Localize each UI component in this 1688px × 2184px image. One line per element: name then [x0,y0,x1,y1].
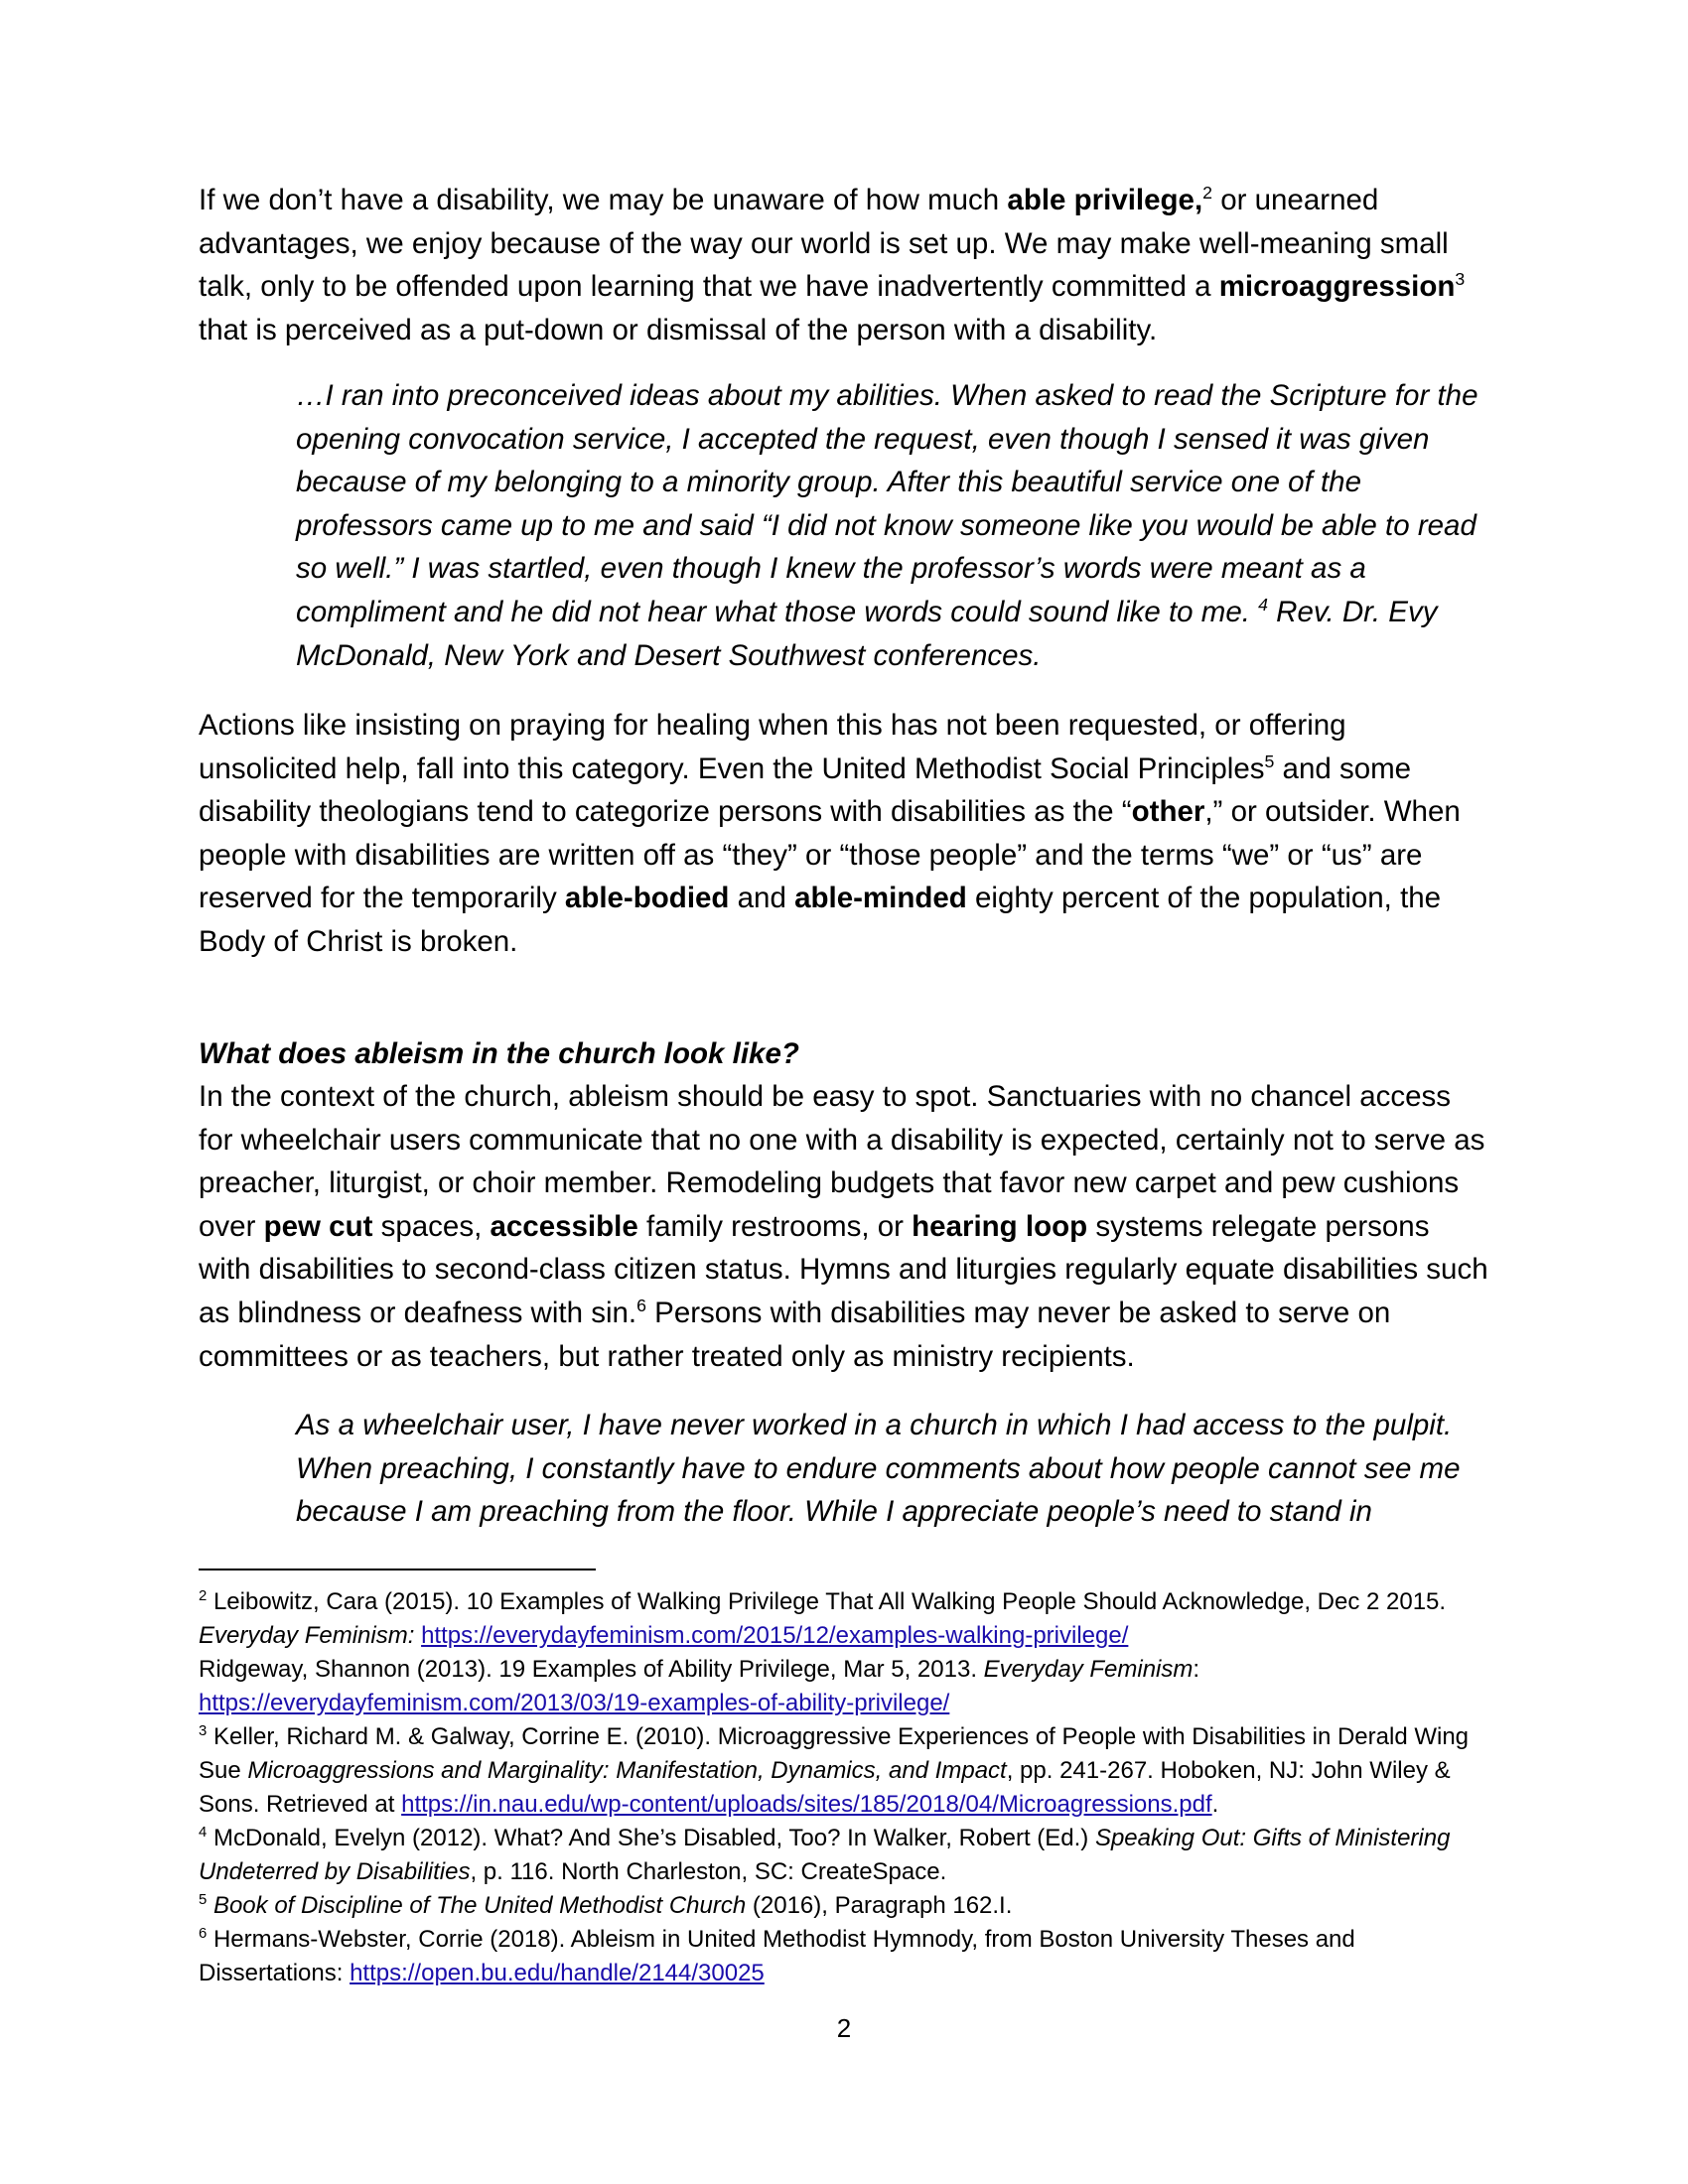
text-run: , pp. 241-267. Hoboken, NJ: John Wiley & Sons. Retrieved at [199,1757,1451,1818]
term-able-minded: able-minded [794,882,967,915]
text-run: (2016), Paragraph 162.I. [746,1892,1013,1919]
term-hearing-loop: hearing loop [912,1209,1088,1243]
text-run: Ridgeway, Shannon (2013). 19 Examples of Ability Privilege, Mar 5, 2013. [199,1656,984,1683]
text-run: systems relegate persons with disabilities to second-class citizen status. Hymns and liturgies regularly equate disabilities such as blindness or deafness with sin. [199,1209,1488,1329]
text-run: . [1211,1791,1219,1818]
link-bu-thesis[interactable]: https://open.bu.edu/handle/2144/30025 [350,1960,765,1986]
text-run: …I ran into preconceived ideas about my abilities. When asked to read the Scripture for the opening convocation service, I accepted the request, even though I sensed it was given because of my belonging to a minority group. After this beautiful service one of the professors came up to me and said “I did not know someone like you would be able to read so well.” I was startled, even though I knew the professor’s words were meant as a compliment and he did not hear what those words could sound like to me. [296,379,1478,628]
footnote-ref-4[interactable]: 4 [1258,595,1268,615]
footnote-5 [199,1889,1489,1923]
footnote-ref-6[interactable]: 6 [636,1296,646,1316]
text-run: ,” or outsider. When people with disabilities are written off as “they” or “those people” and the terms “we” or “us” are reserved for the temporarily [199,795,1461,915]
footnote-3 [199,1720,1489,1822]
paragraph-ableism-church [199,1075,1489,1378]
text-run: family restrooms, or [637,1209,913,1243]
term-microaggression: microaggression [1218,270,1456,304]
footnote-ref-3[interactable]: 3 [1455,269,1466,290]
footnote-ref-5[interactable]: 5 [1264,751,1275,771]
paragraph-other [199,704,1489,964]
footnote-separator [199,1569,596,1570]
link-microaggressions-pdf[interactable]: https://in.nau.edu/wp-content/uploads/sites/185/2018/04/Microagressions.pdf [401,1791,1212,1818]
term-pew-cut: pew cut [263,1209,373,1243]
source-title: Microaggressions and Marginality: Manifestation, Dynamics, and Impact [247,1757,1007,1784]
footnote-4 [199,1822,1489,1889]
text-run: and [729,882,795,915]
text-run: If we don’t have a disability, we may be unaware of how much [199,184,1008,216]
text-run: and some disability theologians tend to categorize persons with disabilities as the “ [199,751,1412,829]
page-number: 2 [836,2013,852,2043]
term-accessible: accessible [490,1209,638,1243]
text-run: In the context of the church, ableism should be easy to spot. Sanctuaries with no chancel access for wheelchair users communicate that no one with a disability is expected, certainly not to serve as preacher, liturgist, or choir member. Remodeling budgets that favor new carpet and pew cushions over [199,1080,1485,1243]
section-heading: What does ableism in the church look like? [199,1037,799,1070]
term-able-bodied: able-bodied [564,882,730,915]
text-run: : [1193,1656,1200,1683]
source-title: Book of Discipline of The United Methodist Church [212,1892,747,1919]
text-run: , p. 116. North Charleston, SC: CreateSpace. [470,1858,947,1885]
source-title: Everyday Feminism [983,1656,1194,1683]
text-run: McDonald, Evelyn (2012). What? And She’s Disabled, Too? In Walker, Robert (Ed.) [207,1825,1095,1851]
term-other: other [1131,795,1205,829]
link-walking-privilege[interactable]: https://everydayfeminism.com/2015/12/examples-walking-privilege/ [421,1622,1129,1649]
term-able-privilege: able privilege, [1007,184,1203,216]
footnote-number: 4 [199,1825,208,1841]
source-title: Speaking Out: Gifts of Ministering Undeterred by Disabilities [199,1825,1451,1885]
text-run: Leibowitz, Cara (2015). 10 Examples of Walking Privilege That All Walking People Should Acknowledge, Dec 2 2015. [207,1588,1447,1615]
footnotes [199,1585,1489,1990]
footnote-number: 3 [199,1723,208,1739]
link-ability-privilege[interactable]: https://everydayfeminism.com/2013/03/19-examples-of-ability-privilege/ [199,1690,950,1716]
source-title: Everyday Feminism: [199,1622,415,1649]
text-run: Actions like insisting on praying for healing when this has not been requested, or offering unsolicited help, fall into this category. Even the United Methodist Social Principles [199,709,1346,785]
text-run: eighty percent of the population, the Body of Christ is broken. [199,882,1442,958]
block-quote-wheelchair [296,1404,1489,1534]
text-run: that is perceived as a put-down or dismissal of the person with a disability. [199,313,1158,346]
text-run: Keller, Richard M. & Galway, Corrine E. (2010). Microaggressive Experiences of People with Disabilities in Derald Wing Sue [199,1723,1470,1784]
text-run: or unearned advantages, we enjoy because of the way our world is set up. We may make well-meaning small talk, only to be offended upon learning that we have inadvertently committed a [199,184,1449,304]
footnote-number: 6 [199,1926,208,1942]
text-run: Rev. Dr. Evy McDonald, New York and Desert Southwest conferences. [296,595,1438,672]
text-run [207,1892,213,1919]
text-run: Persons with disabilities may never be asked to serve on committees or as teachers, but rather treated only as ministry recipients. [199,1296,1391,1373]
footnote-number: 2 [199,1588,208,1604]
footnote-ref-2[interactable]: 2 [1202,183,1212,204]
footnote-2 [199,1585,1489,1653]
footnote-6 [199,1923,1489,1990]
quote-text: As a wheelchair user, I have never worked in a church in which I had access to the pulpit. When preaching, I constantly have to endure comments about how people cannot see me because I am preaching from the floor. While I appreciate people’s need to stand in [296,1409,1461,1529]
footnote-2-continued [199,1653,1489,1720]
text-run: Hermans-Webster, Corrie (2018). Ableism in United Methodist Hymnody, from Boston University Theses and Dissertations: [199,1926,1355,1986]
block-quote-mcdonald [296,374,1489,677]
text-run: spaces, [372,1209,491,1243]
paragraph-able-privilege [199,179,1489,351]
footnote-number: 5 [199,1892,208,1908]
